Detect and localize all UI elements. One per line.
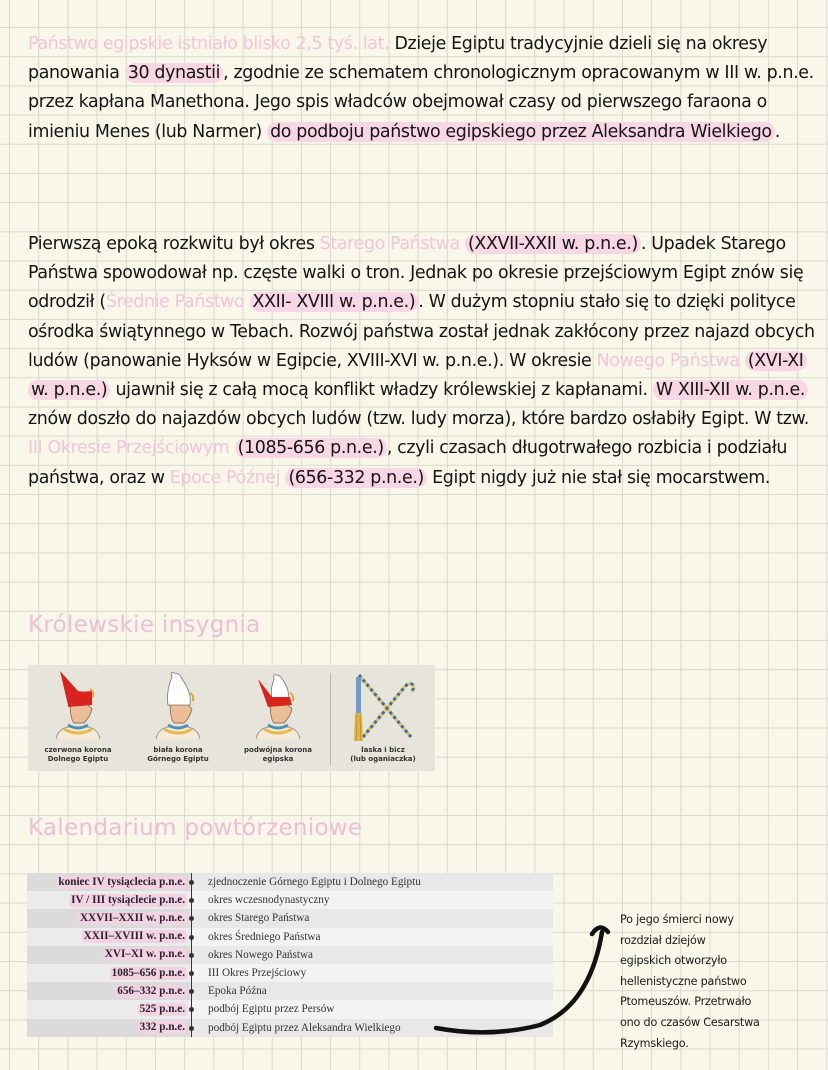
text: . xyxy=(774,121,780,142)
event-label: III Okres Przejściowy xyxy=(202,964,553,982)
highlight-third-intermediate-dates: (1085-656 p.n.e.) xyxy=(235,438,387,458)
event-label: zjednoczenie Górnego Egiptu i Dolnego Egiptu xyxy=(202,873,553,891)
date-label: XVI–XI w. p.n.e. xyxy=(104,948,185,961)
caption-line: Górnego Egiptu xyxy=(147,755,209,763)
note-line: hellenistyczne państwo xyxy=(620,974,747,988)
text: , czyli czasach długotrwałego rozbicia i podziału państwa, oraz w xyxy=(28,438,788,488)
timeline-dot xyxy=(190,1019,202,1037)
highlight-late-period-dates: (656-332 p.n.e.) xyxy=(285,468,427,488)
caption-line: laska i bicz xyxy=(361,746,405,754)
highlight-sea-peoples-dates: W XIII-XII w. p.n.e. xyxy=(653,380,808,400)
note-line: Ptomeuszów. Przetrwało xyxy=(620,995,752,1009)
highlight-conquest: do podboju państwo egipskiego przez Aleksandra Wielkiego xyxy=(267,122,775,142)
pink-lead-text: Państwo egipskie istniało blisko 2,5 tyś. lat. xyxy=(28,34,390,54)
insignia-heading: Królewskie insygnia xyxy=(28,612,261,638)
pink-new-kingdom: Nowego Państwa xyxy=(596,350,740,371)
timeline-dot xyxy=(190,982,202,1000)
pink-middle-kingdom: Średnie Państwo xyxy=(105,292,245,313)
pink-old-kingdom: Starego Państwa xyxy=(319,234,460,254)
date-label: IV / III tysiąclecie p.n.e. xyxy=(71,893,185,906)
calendar-heading: Kalendarium powtórzeniowe xyxy=(28,815,363,841)
event-label: okres Starego Państwa xyxy=(202,909,553,927)
curved-arrow-icon xyxy=(430,910,620,1040)
table-row xyxy=(27,873,553,891)
insignia-red-crown xyxy=(28,665,128,771)
date-label: 1085–656 p.n.e. xyxy=(111,966,185,979)
text: ujawnił się z całą mocą konflikt władzy królewskiej z kapłanami. xyxy=(110,380,653,401)
history-paragraph xyxy=(28,230,818,493)
date-label: XXVII–XXII w. p.n.e. xyxy=(79,911,185,924)
note-line: Po jego śmierci nowy xyxy=(620,913,734,926)
event-label: okres Średniego Państwa xyxy=(202,928,553,946)
text xyxy=(244,292,249,312)
event-label: Epoka Późna xyxy=(202,982,553,1000)
text: Egipt nigdy już nie stał się mocarstwem. xyxy=(426,467,771,488)
caption-line: egipska xyxy=(262,755,294,763)
highlight-new-kingdom-dates: (XVI-XI w. p.n.e.) xyxy=(28,351,807,400)
date-label: koniec IV tysiąclecia p.n.e. xyxy=(58,875,185,888)
double-crown-icon xyxy=(248,669,308,745)
caption-line: biała korona xyxy=(153,746,203,754)
timeline-dot xyxy=(190,964,202,982)
insignia-double-crown xyxy=(228,665,328,771)
date-label: 525 p.n.e. xyxy=(139,1002,185,1015)
timeline-dot xyxy=(190,1000,202,1018)
white-crown-icon xyxy=(148,669,208,745)
highlight-middle-kingdom-dates: XXII- XVIII w. p.n.e.) xyxy=(250,292,419,312)
insignia-crook-and-flail xyxy=(333,665,433,771)
highlight-dynasties: 30 dynastii xyxy=(125,63,223,83)
date-label: XXII–XVIII w. p.n.e. xyxy=(83,930,185,943)
timeline-dot xyxy=(190,891,202,909)
timeline-dot xyxy=(190,946,202,964)
text: . Upadek Starego Państwa spowodował np. częste walki o tron. Jednak po okresie przejściowym Egipt znów się odrodził ( xyxy=(28,234,804,313)
note-line: Rzymskiego. xyxy=(620,1036,689,1050)
pink-late-period: Epoce Późnej xyxy=(169,467,281,488)
note-line: ono do czasów Cesarstwa xyxy=(620,1015,760,1029)
caption-line: Dolnego Egiptu xyxy=(47,755,109,763)
insignia-illustration xyxy=(28,665,435,771)
timeline-dot xyxy=(190,909,202,927)
caption-line: podwójna korona xyxy=(244,746,312,754)
insignia-white-crown xyxy=(128,665,228,771)
pink-third-intermediate: III Okresie Przejściowym xyxy=(28,438,230,459)
side-note xyxy=(620,910,820,1054)
highlight-old-kingdom-dates: (XXVII-XXII w. p.n.e.) xyxy=(465,234,641,254)
intro-paragraph xyxy=(28,30,818,147)
date-label: 332 p.n.e. xyxy=(139,1021,185,1034)
table-row xyxy=(27,891,553,909)
event-label: okres Nowego Państwa xyxy=(202,946,553,964)
event-label: podbój Egiptu przez Persów xyxy=(202,1000,553,1018)
note-line: rozdział dziejów xyxy=(620,933,706,947)
caption-line: czerwona korona xyxy=(44,746,112,754)
text: . W dużym stopniu stało się to dzięki polityce ośrodka świątynnego w Tebach. Rozwój państwa został jednak zakłócony przez najazd obcych ludów (panowanie Hyksów w Egipcie, XVIII-XVI w. p.n.e.). W okresie xyxy=(28,292,815,371)
timeline-dot xyxy=(190,928,202,946)
text: Pierwszą epoką rozkwitu był okres xyxy=(28,234,320,254)
note-line: egipskich otworzyło xyxy=(620,954,727,968)
date-label: 656–332 p.n.e. xyxy=(117,984,185,997)
red-crown-icon xyxy=(48,669,108,745)
crook-and-flail-icon xyxy=(343,669,423,745)
event-label: podbój Egiptu przez Aleksandra Wielkiego xyxy=(202,1019,553,1037)
divider xyxy=(330,673,331,765)
text: Dzieje Egiptu tradycyjnie dzieli się na okresy panowania xyxy=(28,34,768,84)
text: znów doszło do najazdów obcych ludów (tzw. ludy morza), które bardzo osłabiły Egipt. W tzw. xyxy=(28,409,809,430)
event-label: okres wczesnodynastyczny xyxy=(202,891,553,909)
text: , zgodnie ze schematem chronologicznym opracowanym w III w. p.n.e. przez kapłana Manethona. Jego spis władców obejmował czasy od pierwszego faraona o imieniu Menes (lub Narmer) xyxy=(28,63,814,142)
text xyxy=(229,438,234,458)
timeline-dot xyxy=(190,873,202,891)
caption-line: (lub oganiaczka) xyxy=(350,755,416,763)
